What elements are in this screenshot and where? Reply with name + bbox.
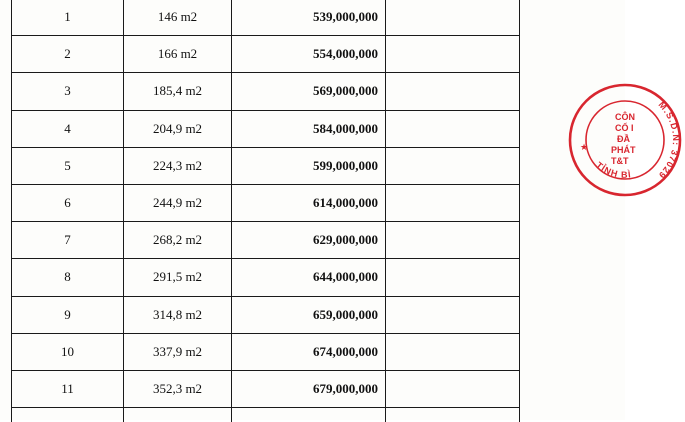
table-row-partial <box>12 408 520 422</box>
seal-ring-text: M.S.D.N: 37029 <box>656 99 682 181</box>
row-note <box>386 36 520 73</box>
seal-bottom-text: TỈNH BÌ <box>594 159 633 180</box>
row-price: 569,000,000 <box>232 73 386 110</box>
seal-line: CÔN <box>615 112 635 122</box>
seal-line: PHÁT <box>611 145 636 155</box>
row-number: 10 <box>12 333 124 370</box>
row-note <box>386 184 520 221</box>
row-number: 4 <box>12 110 124 147</box>
table-row <box>12 147 520 184</box>
table-row <box>12 36 520 73</box>
row-number: 5 <box>12 147 124 184</box>
row-number: 11 <box>12 370 124 407</box>
row-note <box>386 110 520 147</box>
table-row <box>12 222 520 259</box>
row-area: 337,9 m2 <box>124 333 232 370</box>
table-row <box>12 110 520 147</box>
row-number: 7 <box>12 222 124 259</box>
row-price: 629,000,000 <box>232 222 386 259</box>
row-price: 599,000,000 <box>232 147 386 184</box>
seal-line: T&T <box>611 156 629 166</box>
row-number: 3 <box>12 73 124 110</box>
row-price: 674,000,000 <box>232 333 386 370</box>
table-row <box>12 184 520 221</box>
row-area: 268,2 m2 <box>124 222 232 259</box>
row-price: 539,000,000 <box>232 0 386 36</box>
seal-star-icon: ★ <box>580 142 589 152</box>
row-area: 185,4 m2 <box>124 73 232 110</box>
row-area: 291,5 m2 <box>124 259 232 296</box>
row-note <box>386 73 520 110</box>
row-number: 8 <box>12 259 124 296</box>
row-price: 659,000,000 <box>232 296 386 333</box>
row-area: 244,9 m2 <box>124 184 232 221</box>
row-number: 9 <box>12 296 124 333</box>
row-area: 314,8 m2 <box>124 296 232 333</box>
seal-line: CỔ I <box>615 123 634 133</box>
row-area: 146 m2 <box>124 0 232 36</box>
row-number: 2 <box>12 36 124 73</box>
table-row <box>12 259 520 296</box>
price-table-body <box>12 0 520 422</box>
row-note <box>386 147 520 184</box>
row-number: 6 <box>12 184 124 221</box>
row-area: 166 m2 <box>124 36 232 73</box>
table-row <box>12 73 520 110</box>
seal-line: ĐẦ <box>617 134 630 144</box>
row-note <box>386 370 520 407</box>
table-row <box>12 296 520 333</box>
table-row <box>12 370 520 407</box>
row-price: 644,000,000 <box>232 259 386 296</box>
row-price: 554,000,000 <box>232 36 386 73</box>
row-area: 352,3 m2 <box>124 370 232 407</box>
row-price: 584,000,000 <box>232 110 386 147</box>
row-price: 614,000,000 <box>232 184 386 221</box>
row-note <box>386 222 520 259</box>
company-seal <box>565 80 685 200</box>
row-area: 204,9 m2 <box>124 110 232 147</box>
row-price: 679,000,000 <box>232 370 386 407</box>
row-area: 224,3 m2 <box>124 147 232 184</box>
table-row <box>12 333 520 370</box>
row-note <box>386 259 520 296</box>
row-note <box>386 296 520 333</box>
row-number: 1 <box>12 0 124 36</box>
row-note <box>386 0 520 36</box>
price-table <box>11 0 520 422</box>
table-row <box>12 0 520 36</box>
row-note <box>386 333 520 370</box>
